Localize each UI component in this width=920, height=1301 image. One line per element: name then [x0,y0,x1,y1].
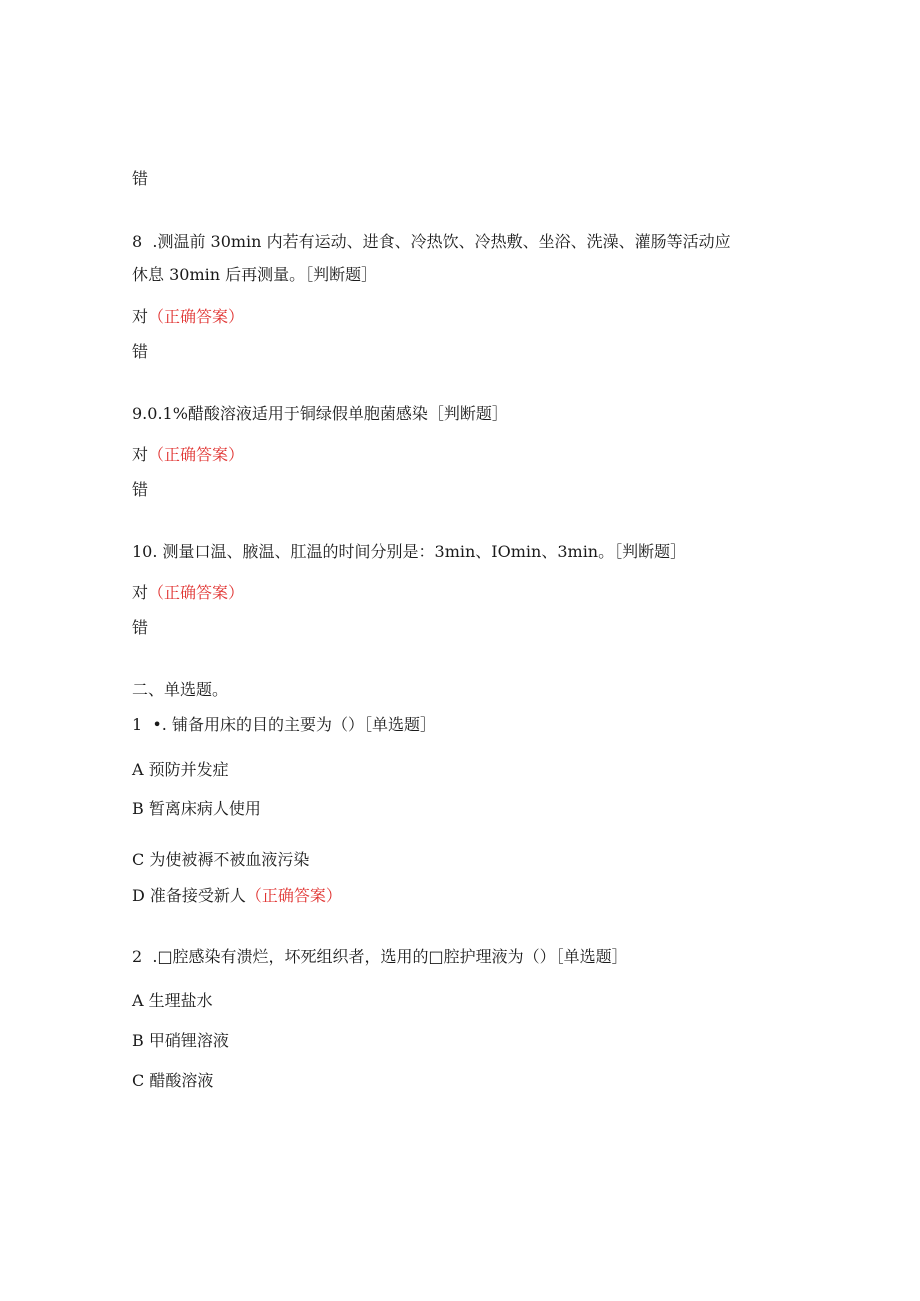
option-wrong: 错 [132,169,149,188]
correct-answer-tag: （正确答案） [148,583,245,602]
question-8-text: 8 .测温前 30min 内若有运动、进食、冷热饮、冷热敷、坐浴、洗澡、灌肠等活动应 [132,232,731,251]
correct-answer-tag: （正确答案） [148,307,245,326]
section-heading: 二、单选题。 [132,680,229,699]
question-10-text: 10. 测量口温、腋温、肛温的时间分别是：3min、IOmin、3min。［判断题］ [132,542,687,561]
option-correct-row [132,306,244,328]
option-a: A 预防并发症 [132,760,229,779]
option-correct: 对 [132,307,149,326]
question-s1-text: 1 •. 铺备用床的目的主要为（）［单选题］ [132,715,436,734]
question-s2-text: 2 .□腔感染有溃烂，坏死组织者，选用的□腔护理液为（）［单选题］ [132,947,628,966]
correct-answer-tag: （正确答案） [245,886,342,905]
option-c: C 为使被褥不被血液污染 [132,850,310,869]
option-c: C 醋酸溶液 [132,1071,214,1090]
option-b: B 甲硝锂溶液 [132,1031,229,1050]
option-correct-row [132,582,244,604]
option-a: A 生理盐水 [132,991,213,1010]
option-wrong: 错 [132,342,149,361]
question-9-text: 9.0.1%醋酸溶液适用于铜绿假单胞菌感染［判断题］ [132,404,508,423]
option-correct-row [132,444,244,466]
correct-answer-tag: （正确答案） [148,445,245,464]
option-d: D 准备接受新人 [132,886,246,905]
option-correct: 对 [132,445,149,464]
option-b: B 暂离床病人使用 [132,799,261,818]
option-wrong: 错 [132,618,149,637]
option-correct: 对 [132,583,149,602]
option-d-row [132,885,342,907]
option-wrong: 错 [132,480,149,499]
question-8-text-cont: 休息 30min 后再测量。［判断题］ [132,265,378,284]
